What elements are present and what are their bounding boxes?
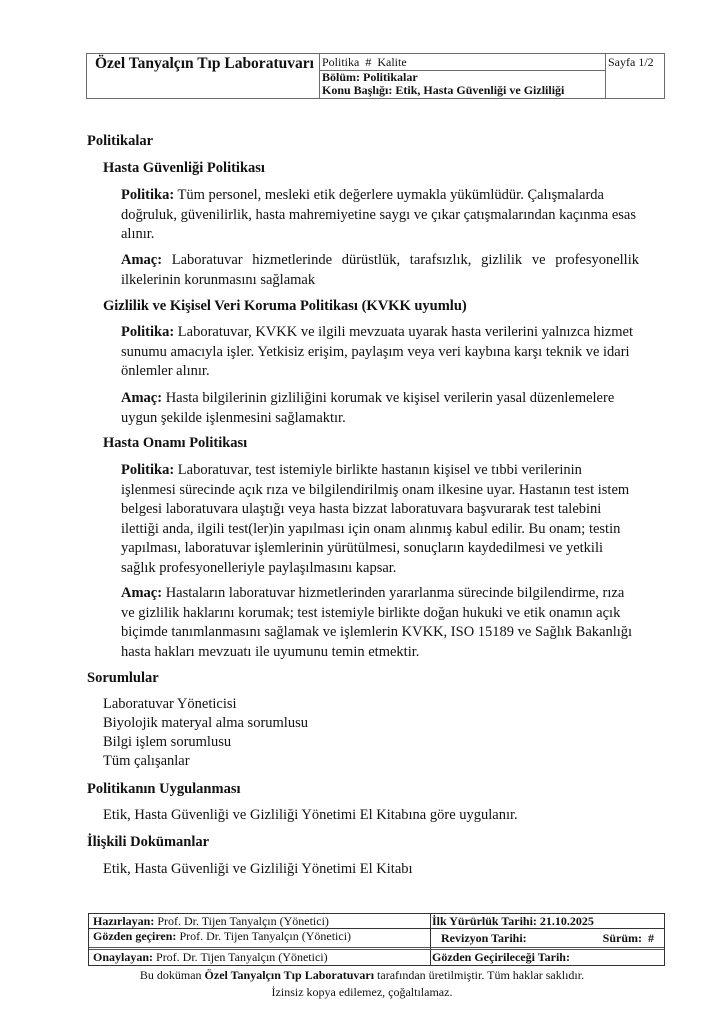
main-heading: Politikalar bbox=[87, 133, 154, 149]
revision-date: Revizyon Tarihi: bbox=[441, 931, 527, 945]
policy-row bbox=[320, 54, 605, 71]
reviewed-value: Prof. Dr. Tijen Tanyalçın (Yönetici) bbox=[176, 929, 352, 943]
related-documents-heading: İlişkili Dokümanlar bbox=[87, 834, 210, 850]
purpose-text: Hasta bilgilerinin gizliliğini korumak ve kişisel verilerin yasal düzenlemelere uygun şekilde işlenmesini sağlamaktır. bbox=[121, 390, 615, 426]
policy-text: Tüm personel, mesleki etik değerlere uymakla yükümlüdür. Çalışmalarda doğruluk, güvenilirlik, hasta mahremiyetine saygı ve çıkar çatışmalarından kaçınma esas alınır. bbox=[121, 187, 636, 243]
effective-date: İlk Yürürlük Tarihi: 21.10.2025 bbox=[432, 914, 594, 928]
section-title: Hasta Güvenliği Politikası bbox=[103, 160, 265, 176]
prepared-label: Hazırlayan: bbox=[93, 914, 155, 928]
page-number: Sayfa 1/2 bbox=[608, 55, 654, 69]
application-text: Etik, Hasta Güvenliği ve Gizliliği Yönetimi El Kitabına göre uygulanır. bbox=[103, 807, 518, 823]
related-document-item: Etik, Hasta Güvenliği ve Gizliliği Yönetimi El Kitabı bbox=[103, 861, 413, 877]
purpose-label: Amaç: bbox=[121, 390, 163, 406]
next-review-date: Gözden Geçirileceği Tarih: bbox=[432, 950, 570, 964]
approval-table bbox=[88, 913, 665, 966]
responsibles-heading: Sorumlular bbox=[87, 670, 159, 686]
document-header-table bbox=[86, 53, 665, 99]
reviewed-label: Gözden geçiren: bbox=[93, 929, 177, 943]
section-subject bbox=[322, 71, 564, 97]
purpose-label: Amaç: bbox=[121, 252, 163, 268]
copyright-pre: Bu doküman bbox=[139, 968, 205, 982]
organization-name: Özel Tanyalçın Tıp Laboratuvarı bbox=[95, 55, 314, 72]
approved-by bbox=[93, 950, 328, 964]
responsible-item: Bilgi işlem sorumlusu bbox=[103, 734, 232, 750]
policy-label: Politika: bbox=[121, 324, 175, 340]
reviewed-row bbox=[89, 929, 664, 950]
purpose-text: Hastaların laboratuvar hizmetlerinden yararlanma sürecinde bilgilendirme, rıza ve gizlilik haklarını korumak; test istemiyle birlikte doğan hukuki ve etik onamın açık biçimde tanımlanmasını sağlamak ve işlemlerin KVKK, ISO 15189 ve Sağlık Bakanlığı hasta hakları mevzuatı ile uyumunu temin etmektir. bbox=[121, 585, 633, 660]
responsible-item: Laboratuvar Yöneticisi bbox=[103, 696, 237, 712]
section-label: Bölüm: Politikalar bbox=[322, 70, 418, 84]
copyright-org: Özel Tanyalçın Tıp Laboratuvarı bbox=[204, 968, 375, 982]
policy-label: Politika: bbox=[121, 187, 175, 203]
reviewed-by bbox=[93, 929, 351, 943]
prepared-value: Prof. Dr. Tijen Tanyalçın (Yönetici) bbox=[154, 914, 329, 928]
purpose-paragraph bbox=[121, 251, 639, 290]
policy-paragraph bbox=[121, 186, 639, 245]
responsible-item: Tüm çalışanlar bbox=[103, 753, 190, 769]
approved-row bbox=[89, 950, 664, 965]
policy-label: Politika: bbox=[121, 462, 175, 478]
copyright-post: tarafından üretilmiştir. Tüm haklar saklıdır. bbox=[374, 968, 585, 982]
section-title: Gizlilik ve Kişisel Veri Koruma Politikası (KVKK uyumlu) bbox=[103, 298, 467, 314]
copyright-notice: İzinsiz kopya edilemez, çoğaltılamaz. bbox=[271, 985, 453, 999]
copyright-line bbox=[0, 968, 724, 983]
purpose-paragraph bbox=[121, 584, 639, 662]
subject-label: Konu Başlığı: Etik, Hasta Güvenliği ve Gizliliği bbox=[322, 83, 565, 97]
policy-info-cell bbox=[320, 54, 606, 98]
approved-value: Prof. Dr. Tijen Tanyalçın (Yönetici) bbox=[153, 950, 328, 964]
version: Sürüm: # bbox=[602, 931, 654, 945]
application-heading: Politikanın Uygulanması bbox=[87, 781, 241, 797]
policy-paragraph bbox=[121, 323, 639, 382]
responsible-item: Biyolojik materyal alma sorumlusu bbox=[103, 715, 308, 731]
purpose-text: Laboratuvar hizmetlerinde dürüstlük, tarafsızlık, gizlilik ve profesyonellik ilkelerinin korunmasını sağlamak bbox=[121, 252, 639, 288]
organization-cell bbox=[87, 54, 320, 98]
purpose-label: Amaç: bbox=[121, 585, 163, 601]
policy-text: Laboratuvar, KVKK ve ilgili mevzuata uyarak hasta verilerini yalnızca hizmet sunumu amacıyla işler. Yetkisiz erişim, paylaşım veya veri kaybına karşı teknik ve idari önlemler alınır. bbox=[121, 324, 633, 380]
section-title: Hasta Onamı Politikası bbox=[103, 435, 248, 451]
prepared-by bbox=[93, 914, 329, 928]
policy-code: Politika # Kalite bbox=[322, 55, 407, 69]
prepared-row bbox=[89, 914, 664, 929]
policy-text: Laboratuvar, test istemiyle birlikte hastanın kişisel ve tıbbi verilerinin işlenmesi sürecinde açık rıza ve bilgilendirilmiş onam ilkesine uyar. Hastanın test istem belgesi laboratuvara ulaştığı veya hasta bizzat laboratuvara başvurarak test talebini ilettiği anda, ilgili test(ler)in yapılması için onam alınmış kabul edilir. Bu onam; testin yapılması, laboratuvar işlemlerinin yürütülmesi, sonuçların kaydedilmesi ve yetkili sağlık profesyonelleriyle paylaşılmasını kapsar. bbox=[121, 462, 630, 576]
purpose-paragraph bbox=[121, 389, 639, 428]
approved-label: Onaylayan: bbox=[93, 950, 154, 964]
policy-paragraph bbox=[121, 461, 639, 579]
